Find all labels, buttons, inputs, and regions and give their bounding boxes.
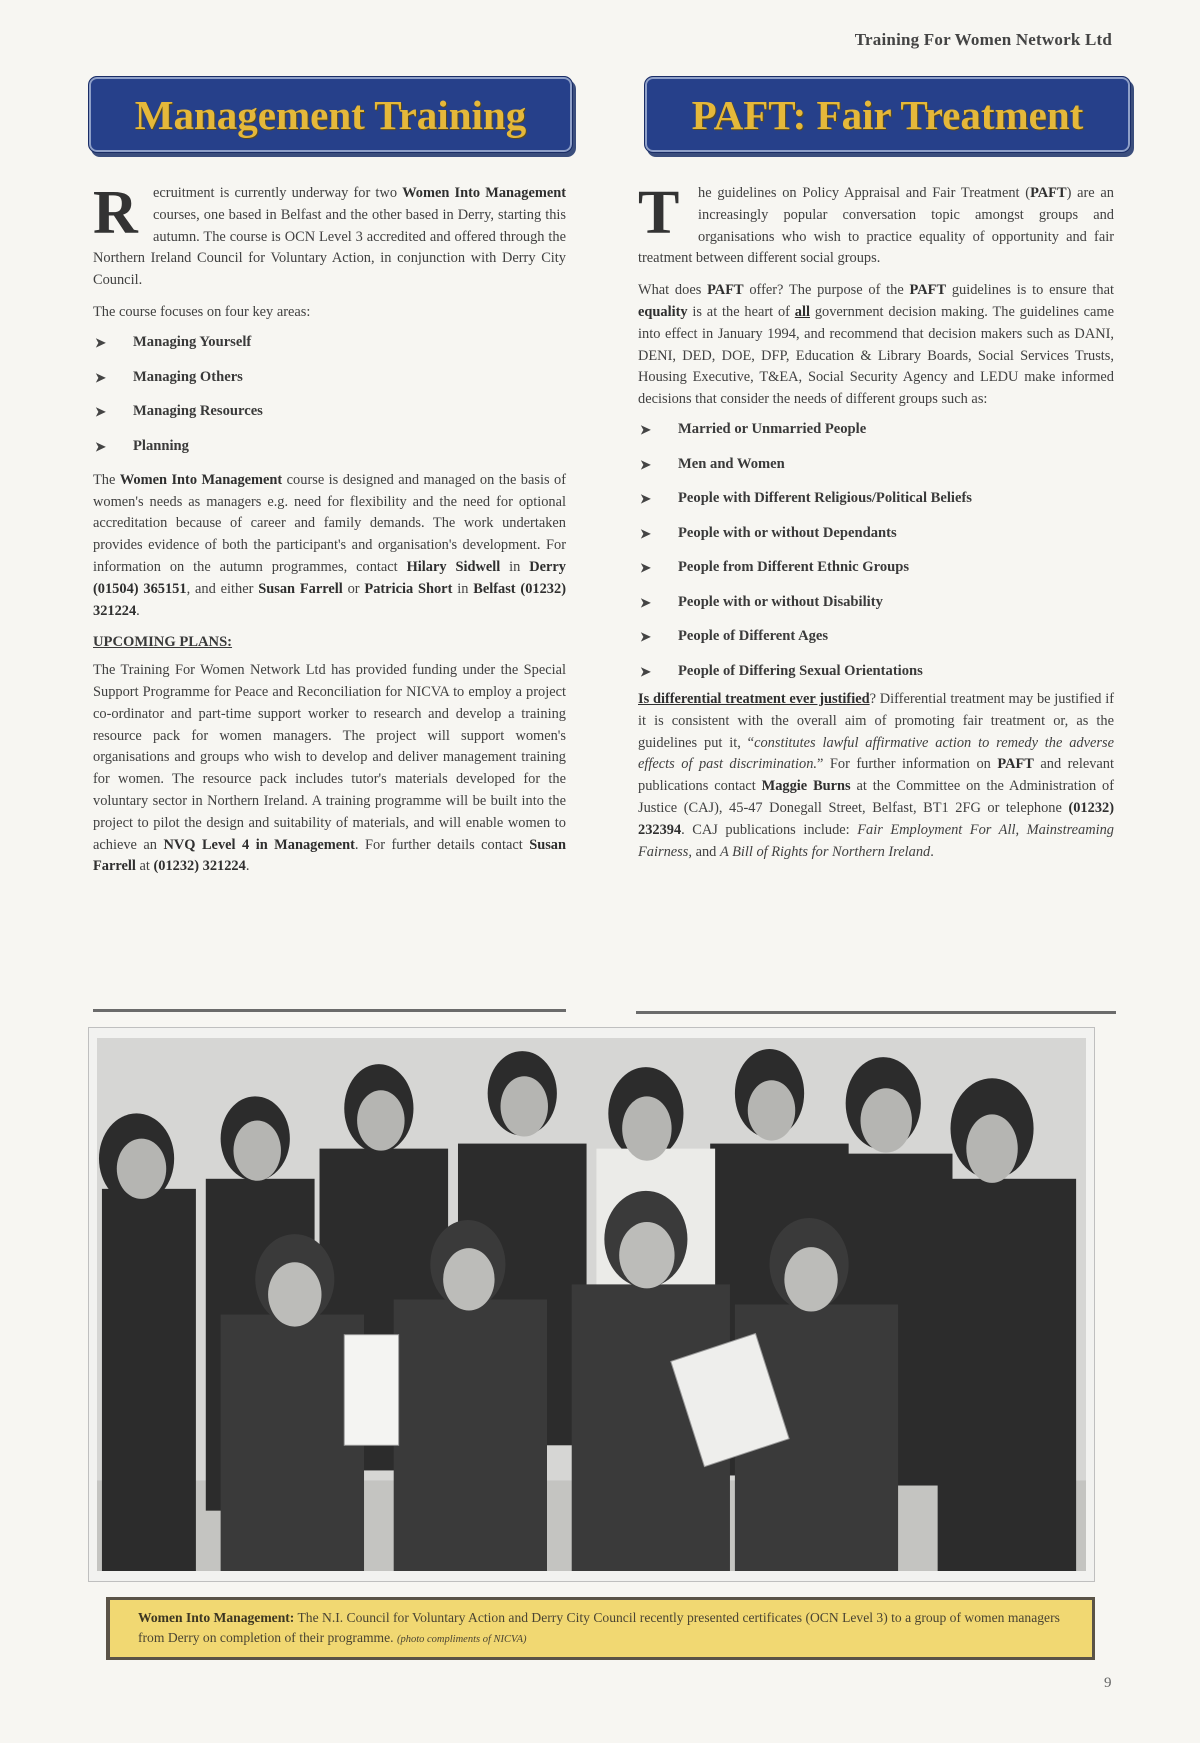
text: guidelines is to ensure that bbox=[946, 282, 1114, 299]
plans-paragraph bbox=[93, 660, 566, 878]
list-item-label: Managing Others bbox=[133, 368, 243, 385]
text: . CAJ publications include: bbox=[681, 821, 858, 838]
text: courses, one based in Belfast and the other based in Derry, starting this autumn. The course is OCN Level 3 accredited and offered through the Northern Ireland Council for Voluntary Action, in conjunction with Derry City Council. bbox=[93, 206, 566, 289]
bold-text: PAFT bbox=[997, 756, 1034, 773]
list-item bbox=[93, 360, 566, 395]
purpose-paragraph bbox=[638, 280, 1114, 411]
list-item bbox=[93, 395, 566, 430]
bold-text: Women Into Management bbox=[402, 185, 567, 201]
column-divider-rule bbox=[93, 1009, 566, 1012]
arrow-bullet-icon: ➤ bbox=[95, 369, 106, 385]
arrow-bullet-icon: ➤ bbox=[640, 594, 651, 610]
contact-phone: Derry (01504) 365151 bbox=[93, 558, 566, 597]
arrow-bullet-icon: ➤ bbox=[640, 422, 651, 438]
contact-name: Maggie Burns bbox=[761, 778, 851, 795]
drop-cap: R bbox=[93, 179, 138, 247]
underlined-question: Is differential treatment ever justified bbox=[638, 690, 870, 707]
contact-name: Susan Farrell bbox=[93, 836, 567, 875]
focus-list bbox=[93, 326, 566, 464]
list-item bbox=[638, 516, 1114, 551]
page-number: 9 bbox=[1104, 1675, 1112, 1691]
contact-name: Hilary Sidwell bbox=[406, 558, 501, 575]
text: . bbox=[930, 843, 934, 860]
group-photo-illustration bbox=[97, 1038, 1086, 1571]
text: government decision making. The guidelines came into effect in January 1994, and recommend that decision makers such as DANI, DENI, DED, DOE, DFP, Education & Library Boards, Social Services Trusts, Housing Executive, T&EA, Social Security Agency and LEDU make informed decisions that consider the needs of different groups such as: bbox=[638, 303, 1114, 408]
text: . bbox=[136, 602, 140, 619]
arrow-bullet-icon: ➤ bbox=[95, 438, 106, 454]
text: and relevant publications contact bbox=[638, 756, 1114, 795]
title-banner-management-training bbox=[88, 76, 573, 153]
text: , and either bbox=[186, 580, 259, 597]
list-item bbox=[93, 326, 566, 361]
arrow-bullet-icon: ➤ bbox=[640, 629, 651, 645]
publication-title: Fair Employment For All, Mainstreaming Fairness, bbox=[638, 821, 1114, 860]
justification-paragraph bbox=[638, 689, 1114, 863]
text: ecruitment is currently underway for two bbox=[153, 185, 403, 201]
list-item-label: Managing Resources bbox=[133, 403, 263, 420]
underlined-text: all bbox=[794, 303, 810, 320]
bold-text: PAFT bbox=[909, 282, 947, 299]
list-item bbox=[638, 413, 1114, 448]
list-item bbox=[638, 447, 1114, 482]
contact-name: Patricia Short bbox=[364, 580, 453, 597]
focus-intro: The course focuses on four key areas: bbox=[93, 303, 311, 320]
contact-name: Susan Farrell bbox=[258, 580, 343, 597]
arrow-bullet-icon: ➤ bbox=[640, 525, 651, 541]
contact-phone: (01232) 232394 bbox=[638, 799, 1114, 838]
arrow-bullet-icon: ➤ bbox=[95, 404, 106, 420]
list-item bbox=[93, 429, 566, 464]
course-paragraph bbox=[93, 470, 566, 623]
group-photo bbox=[97, 1038, 1086, 1571]
column-paft bbox=[638, 179, 1115, 873]
arrow-bullet-icon: ➤ bbox=[640, 663, 651, 679]
text: ” For further information on bbox=[816, 756, 998, 773]
text: . bbox=[245, 858, 250, 875]
list-item-label: People with or without Dependants bbox=[678, 524, 897, 541]
section-title: PAFT: Fair Treatment bbox=[691, 91, 1084, 138]
text: is at the heart of bbox=[687, 303, 795, 320]
text: or bbox=[342, 580, 365, 597]
title-banner-paft bbox=[644, 76, 1131, 153]
italic-quote: constitutes lawful affirmative action to remedy the adverse effects of past discrimination. bbox=[638, 734, 1114, 773]
text: and bbox=[691, 843, 720, 860]
intro-paragraph bbox=[638, 179, 1114, 270]
bold-text: NVQ Level 4 in Management bbox=[163, 836, 355, 853]
groups-list bbox=[638, 413, 1114, 689]
intro-paragraph bbox=[93, 179, 567, 292]
text: in bbox=[452, 580, 474, 597]
text: in bbox=[500, 558, 530, 575]
text: he guidelines on Policy Appraisal and Fair Treatment ( bbox=[698, 185, 1031, 201]
photo-credit: (photo compliments of NICVA) bbox=[396, 1634, 527, 1645]
list-item bbox=[638, 482, 1114, 517]
publication-title: A Bill of Rights for Northern Ireland bbox=[719, 843, 931, 860]
arrow-bullet-icon: ➤ bbox=[640, 456, 651, 472]
list-item-label: People of Different Ages bbox=[678, 628, 829, 645]
text: offer? The purpose of the bbox=[743, 282, 910, 299]
list-item-label: People of Differing Sexual Orientations bbox=[678, 662, 923, 679]
caption-text: The N.I. Council for Voluntary Action and Derry City Council recently presented certificates (OCN Level 3) to a group of women managers from Derry on completion of their programme. bbox=[138, 1610, 1060, 1645]
bold-text: Women Into Management bbox=[119, 471, 283, 488]
list-item-label: People with or without Disability bbox=[678, 593, 883, 610]
list-item-label: Men and Women bbox=[678, 455, 785, 472]
photo-caption bbox=[107, 1597, 1095, 1660]
list-item bbox=[638, 585, 1114, 620]
text: The Training For Women Network Ltd has provided funding under the Special Support Programme for Peace and Reconciliation for NICVA to employ a project co-ordinator and part-time support worker to research and develop a training resource pack for women managers. The project will support women's organisations and groups who wish to develop and deliver management training for women. The resource pack includes tutor's materials developed for the voluntary sector in Northern Ireland. A training programme will be built into the project to pilot the design and suitability of materials, and will enable women to achieve an bbox=[93, 662, 566, 853]
list-item-label: People from Different Ethnic Groups bbox=[678, 559, 910, 576]
text: The bbox=[93, 471, 120, 488]
list-item bbox=[638, 551, 1114, 586]
text: course is designed and managed on the basis of women's needs as managers e.g. need for flexibility and the need for optional accreditation because of career and family demands. The work undertaken provides evidence of both the participant's and organisation's development. For information on the autumn programmes, contact bbox=[93, 471, 566, 575]
list-item-label: Planning bbox=[133, 437, 189, 454]
text: at the Committee on the Administration of Justice (CAJ), 45-47 Donegall Street, Belfast, BT1 2FG or telephone bbox=[638, 778, 1114, 816]
list-item-label: People with Different Religious/Political Beliefs bbox=[678, 490, 972, 507]
bold-text: PAFT bbox=[707, 282, 744, 299]
list-item-label: Managing Yourself bbox=[133, 334, 252, 351]
contact-phone: Belfast (01232) 321224 bbox=[93, 580, 566, 619]
group-photo-frame bbox=[88, 1027, 1095, 1582]
bold-text: PAFT bbox=[1030, 185, 1067, 201]
caption-title: Women Into Management: bbox=[138, 1610, 295, 1625]
list-item bbox=[638, 620, 1114, 655]
text: ? Differential treatment may be justified if it is consistent with the overall aim of promoting fair treatment or, as the guidelines put it, “ bbox=[638, 690, 1115, 751]
text: . For further details contact bbox=[354, 836, 530, 853]
text: What does bbox=[638, 282, 708, 299]
list-item-label: Married or Unmarried People bbox=[678, 421, 867, 438]
contact-phone: (01232) 321224 bbox=[153, 858, 246, 875]
drop-cap: T bbox=[638, 179, 680, 247]
list-item bbox=[638, 654, 1114, 689]
text: at bbox=[135, 858, 154, 875]
text: ) are an increasingly popular conversation topic amongst groups and organisations who wish to practice equality of opportunity and fair treatment between different social groups. bbox=[638, 185, 1114, 267]
section-title: Management Training bbox=[134, 91, 527, 138]
column-divider-rule bbox=[636, 1011, 1116, 1014]
column-management-training bbox=[93, 179, 567, 888]
arrow-bullet-icon: ➤ bbox=[95, 335, 106, 351]
bold-text: equality bbox=[638, 303, 688, 320]
subheading-upcoming-plans: UPCOMING PLANS: bbox=[93, 634, 233, 651]
arrow-bullet-icon: ➤ bbox=[640, 491, 651, 507]
running-head: Training For Women Network Ltd bbox=[854, 30, 1112, 49]
arrow-bullet-icon: ➤ bbox=[640, 560, 651, 576]
